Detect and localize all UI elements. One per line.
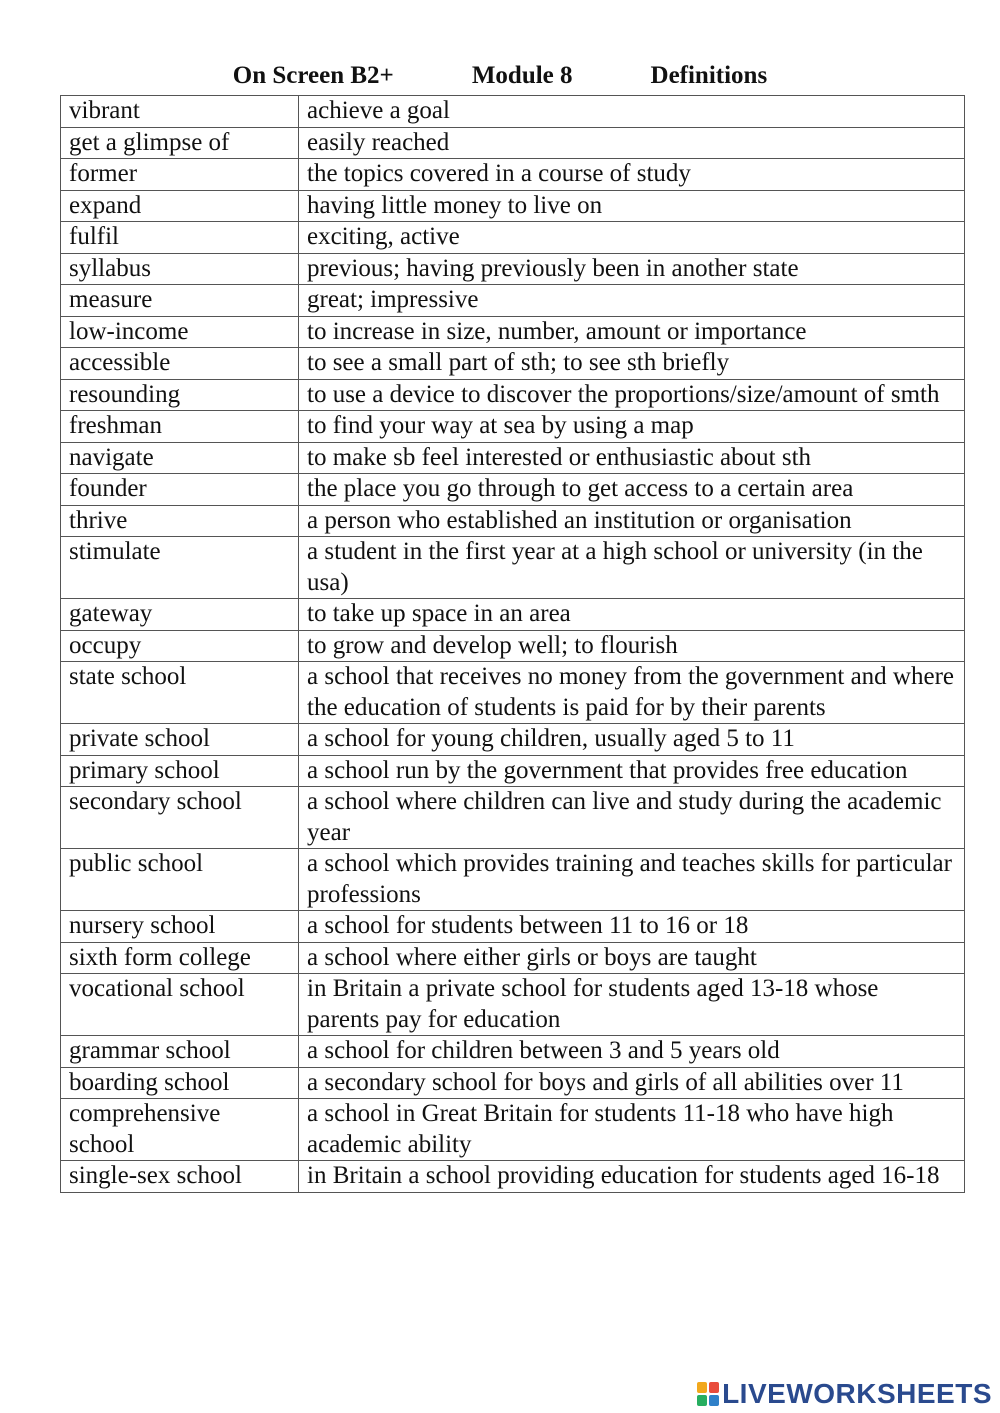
definition-cell: a student in the first year at a high school or university (in the usa) [299, 537, 965, 599]
term-cell: stimulate [61, 537, 299, 599]
definition-cell: to increase in size, number, amount or importance [299, 316, 965, 348]
table-row [61, 442, 965, 474]
definition-cell: a school that receives no money from the government and where the education of students is paid for by their parents [299, 662, 965, 724]
term-cell: navigate [61, 442, 299, 474]
term-cell: syllabus [61, 253, 299, 285]
table-row [61, 190, 965, 222]
term-cell: resounding [61, 379, 299, 411]
table-row [61, 974, 965, 1036]
term-cell: occupy [61, 630, 299, 662]
logo-square [697, 1395, 707, 1406]
term-cell: get a glimpse of [61, 127, 299, 159]
table-row [61, 755, 965, 787]
definition-cell: the place you go through to get access to a certain area [299, 474, 965, 506]
table-row [61, 316, 965, 348]
term-cell: sixth form college [61, 942, 299, 974]
definition-cell: to make sb feel interested or enthusiastic about sth [299, 442, 965, 474]
definition-cell: a school which provides training and teaches skills for particular professions [299, 849, 965, 911]
brand-text: LIVEWORKSHEETS [722, 1378, 992, 1409]
term-cell: private school [61, 724, 299, 756]
table-row [61, 911, 965, 943]
term-cell: secondary school [61, 787, 299, 849]
term-cell: vocational school [61, 974, 299, 1036]
definition-cell: achieve a goal [299, 96, 965, 128]
table-row [61, 630, 965, 662]
definition-cell: easily reached [299, 127, 965, 159]
liveworksheets-logo-icon [697, 1382, 719, 1406]
page-title [0, 58, 1000, 94]
term-cell: fulfil [61, 222, 299, 254]
table-row [61, 159, 965, 191]
term-cell: measure [61, 285, 299, 317]
table-row [61, 537, 965, 599]
table-row [61, 379, 965, 411]
table-row [61, 849, 965, 911]
table-row [61, 1036, 965, 1068]
term-cell: vibrant [61, 96, 299, 128]
definition-cell: a school where either girls or boys are taught [299, 942, 965, 974]
definition-cell: a school in Great Britain for students 11-18 who have high academic ability [299, 1099, 965, 1161]
definition-cell: a person who established an institution or organisation [299, 505, 965, 537]
term-cell: freshman [61, 411, 299, 443]
table-row [61, 505, 965, 537]
definition-cell: in Britain a school providing education for students aged 16-18 [299, 1161, 965, 1193]
definition-cell: to take up space in an area [299, 599, 965, 631]
definition-cell: a school run by the government that provides free education [299, 755, 965, 787]
logo-square [709, 1382, 719, 1393]
definition-cell: a school for children between 3 and 5 years old [299, 1036, 965, 1068]
table-row [61, 96, 965, 128]
definition-cell: to grow and develop well; to flourish [299, 630, 965, 662]
logo-square [709, 1395, 719, 1406]
term-cell: grammar school [61, 1036, 299, 1068]
table-row [61, 599, 965, 631]
table-row [61, 127, 965, 159]
term-cell: primary school [61, 755, 299, 787]
table-row [61, 348, 965, 380]
table-row [61, 787, 965, 849]
definition-cell: previous; having previously been in another state [299, 253, 965, 285]
term-cell: accessible [61, 348, 299, 380]
definition-cell: the topics covered in a course of study [299, 159, 965, 191]
definition-cell: to use a device to discover the proportions/size/amount of smth [299, 379, 965, 411]
table-row [61, 1067, 965, 1099]
table-row [61, 474, 965, 506]
table-row [61, 942, 965, 974]
term-cell: thrive [61, 505, 299, 537]
term-cell: former [61, 159, 299, 191]
table-row [61, 222, 965, 254]
table-row [61, 411, 965, 443]
term-cell: public school [61, 849, 299, 911]
definition-cell: a school for young children, usually aged 5 to 11 [299, 724, 965, 756]
term-cell: gateway [61, 599, 299, 631]
definition-cell: to see a small part of sth; to see sth briefly [299, 348, 965, 380]
table-row [61, 285, 965, 317]
term-cell: boarding school [61, 1067, 299, 1099]
table-row [61, 1099, 965, 1161]
term-cell: expand [61, 190, 299, 222]
definition-cell: to find your way at sea by using a map [299, 411, 965, 443]
definition-cell: having little money to live on [299, 190, 965, 222]
term-cell: founder [61, 474, 299, 506]
title-section: Definitions [650, 62, 768, 89]
logo-square [697, 1382, 707, 1393]
title-module: Module 8 [471, 62, 573, 89]
table-row [61, 1161, 965, 1193]
definition-cell: exciting, active [299, 222, 965, 254]
definitions-table [60, 95, 965, 1193]
definition-cell: great; impressive [299, 285, 965, 317]
table-row [61, 724, 965, 756]
term-cell: nursery school [61, 911, 299, 943]
definition-cell: in Britain a private school for students aged 13-18 whose parents pay for education [299, 974, 965, 1036]
definition-cell: a secondary school for boys and girls of all abilities over 11 [299, 1067, 965, 1099]
term-cell: single-sex school [61, 1161, 299, 1193]
term-cell: low-income [61, 316, 299, 348]
term-cell: comprehensive school [61, 1099, 299, 1161]
definition-cell: a school for students between 11 to 16 or 18 [299, 911, 965, 943]
definition-cell: a school where children can live and study during the academic year [299, 787, 965, 849]
liveworksheets-brand[interactable] [697, 1379, 992, 1409]
table-row [61, 662, 965, 724]
term-cell: state school [61, 662, 299, 724]
title-book: On Screen B2+ [232, 62, 394, 89]
table-row [61, 253, 965, 285]
